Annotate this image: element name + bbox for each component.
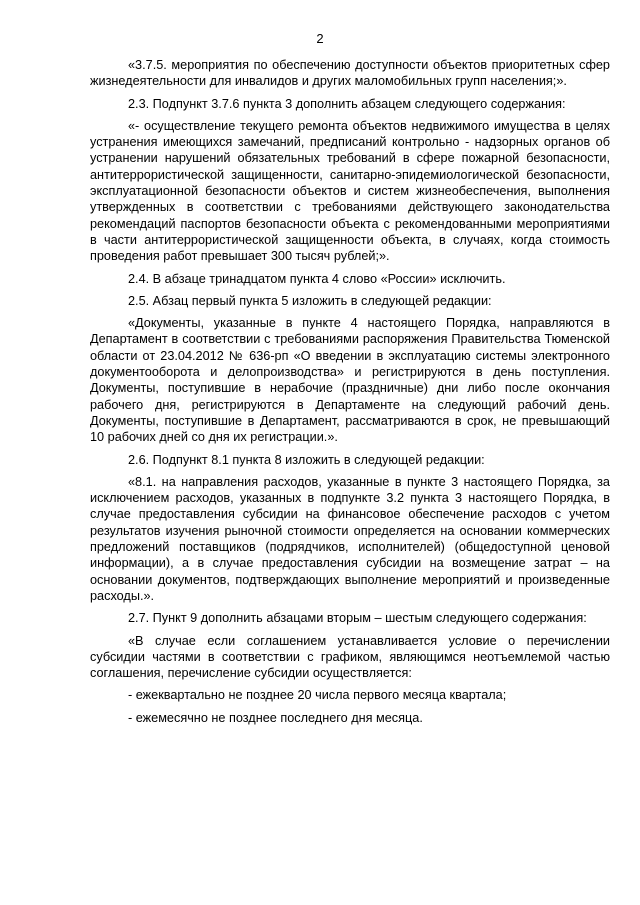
list-item-monthly: - ежемесячно не позднее последнего дня месяца. [128, 710, 423, 725]
paragraph-3-7-5: «3.7.5. мероприятия по обеспечению доступности объектов приоритетных сфер жизнедеятельности для инвалидов и других маломобильных групп населения;». [90, 58, 610, 89]
paragraph-2-6: 2.6. Подпункт 8.1 пункта 8 изложить в следующей редакции: [128, 452, 485, 467]
page-number: 2 [316, 31, 324, 46]
document-body [90, 57, 610, 732]
paragraph-subsidy-parts-clause: «В случае если соглашением устанавливается условие о перечислении субсидии частями в соответствии с графиком, являющимся неотъемлемой частью соглашения, перечисление субсидии осуществляется: [90, 633, 610, 681]
paragraph-2-7: 2.7. Пункт 9 дополнить абзацами вторым – шестым следующего содержания: [128, 611, 587, 626]
paragraph-8-1-clause: «8.1. на направления расходов, указанные в пункте 3 настоящего Порядка, за исключением расходов, указанных в подпункте 3.2 пункта 3 настоящего Порядка, в случае предоставления субсидии на финансовое обеспечение расходов с учетом результатов изучения рыночной стоимости определяется на основании коммерческих предложений поставщиков (подрядчиков, исполнителей) (общедоступной ценовой информации), а в случае предоставления субсидии на возмещение затрат – на основании документов, подтверждающих выполнение мероприятий и произведенные расходы.». [90, 474, 610, 603]
paragraph-documents-clause: «Документы, указанные в пункте 4 настоящего Порядка, направляются в Департамент в соответствии с требованиями распоряжения Правительства Тюменской области от 23.04.2012 № 636-рп «О введении в эксплуатацию системы электронного документооборота и делопроизводства» и регистрируются в день поступления. Документы, поступившие в нерабочие (праздничные) дни либо после окончания рабочего дня, регистрируются в Департаменте на следующий рабочий день. Документы, поступившие в Департамент, рассматриваются в срок, не превышающий 10 рабочих дней со дня их регистрации.». [90, 316, 610, 445]
paragraph-repair-clause: «- осуществление текущего ремонта объектов недвижимого имущества в целях устранения имеющихся замечаний, предписаний контрольно - надзорных органов об устранении нарушений обязательных требований в сфере пожарной безопасности, антитеррористической защищенности, санитарно-эпидемиологической безопасности, эксплуатационной безопасности объектов и систем жизнеобеспечения, выполнения утвержденных в соответствии с требованиями действующего законодательства рекомендаций паспортов безопасности объекта с рекомендованными мероприятиями в части антитеррористической защищенности объекта, в случаях, когда стоимость проведения работ превышает 300 тысяч рублей;». [90, 118, 610, 264]
list-item-quarterly: - ежеквартально не позднее 20 числа первого месяца квартала; [128, 688, 507, 703]
paragraph-2-3: 2.3. Подпункт 3.7.6 пункта 3 дополнить абзацем следующего содержания: [128, 96, 566, 111]
paragraph-2-5: 2.5. Абзац первый пункта 5 изложить в следующей редакции: [128, 293, 492, 308]
paragraph-2-4: 2.4. В абзаце тринадцатом пункта 4 слово «России» исключить. [128, 271, 506, 286]
